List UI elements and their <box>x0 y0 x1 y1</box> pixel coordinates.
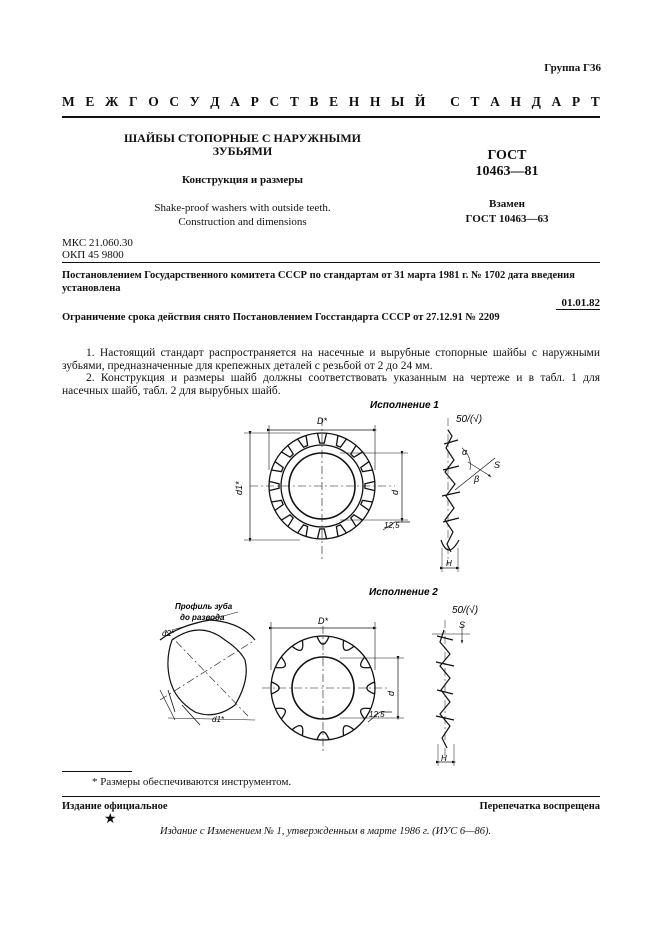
v1-D-label: D* <box>317 416 328 426</box>
washer-tooth <box>271 682 279 694</box>
washer-tooth <box>281 515 293 527</box>
banner-letter: С <box>169 94 180 109</box>
banner-letter: М <box>62 94 75 109</box>
english-title: Shake-proof washers with outside teeth. Construction and dimensions <box>154 202 331 228</box>
v2-S-label: S <box>459 620 466 630</box>
banner-letter: Г <box>129 94 138 109</box>
reprint-notice: Перепечатка воспрещена <box>479 801 600 812</box>
washer-tooth <box>351 515 363 527</box>
v1-H-label: H <box>446 559 452 568</box>
change-note: Издание с Изменением № 1, утвержденным в марте 1986 г. (ИУС 6—86). <box>160 826 492 837</box>
tooth-profile-label-1: Профиль зуба <box>175 602 233 611</box>
group-code: Группа Г36 <box>544 62 601 74</box>
v2-radius-label: 12,5 <box>369 710 385 719</box>
banner-letter: Т <box>289 94 299 109</box>
v1-S-label: S <box>494 460 501 470</box>
limitation-text: Ограничение срока действия снято Постановлением Госстандарта СССР от 27.12.91 № 2209 <box>62 312 500 323</box>
version-1-label: Исполнение 1 <box>370 400 439 411</box>
v1-beta-label: β <box>474 474 480 484</box>
v1-d-label: d <box>390 489 400 495</box>
effective-date: 01.01.82 <box>561 297 600 309</box>
v1-radius-label: 12,5 <box>384 521 400 530</box>
decree-text: Постановлением Государственного комитета СССР по стандартам от 31 марта 1981 г. № 1702 дата введения установлена <box>62 270 575 294</box>
banner-letter: А <box>490 94 500 109</box>
washer-tooth <box>281 445 293 457</box>
banner-letter: Т <box>590 94 600 109</box>
banner-letter: Ы <box>391 94 405 109</box>
banner-letter: О <box>148 94 159 109</box>
paragraph-1: 1. Настоящий стандарт распространяется на насечные и вырубные стопорные шайбы с наружными зубьями, предназначенные для крепежных деталей с резьбой от 2 до 24 мм. <box>62 347 600 372</box>
banner-letter: Т <box>470 94 480 109</box>
footer-rule <box>62 796 600 797</box>
banner-letter: Р <box>250 94 259 109</box>
tooth-profile-label-2: до развода <box>180 613 225 622</box>
v2-H-label: H <box>441 754 447 763</box>
tooth-profile-view <box>160 612 255 725</box>
banner-letter: Й <box>414 94 426 109</box>
banner-letter: Н <box>348 94 360 109</box>
banner-letter: С <box>450 94 460 109</box>
banner-letter: Р <box>571 94 581 109</box>
version-1-front-view <box>244 418 410 560</box>
version-1-side-view <box>441 418 495 572</box>
classification-codes: МКС 21.060.30 ОКП 45 9800 <box>62 237 133 261</box>
version-2-side-view <box>432 620 470 766</box>
banner-letter: Е <box>329 94 339 109</box>
footnote: * Размеры обеспечиваются инструментом. <box>92 776 292 788</box>
banner-letter: А <box>230 94 240 109</box>
document-subtitle: Конструкция и размеры <box>182 174 303 186</box>
document-title: ШАЙБЫ СТОПОРНЫЕ С НАРУЖНЫМИ ЗУБЬЯМИ <box>123 131 361 158</box>
star-icon: ★ <box>104 812 117 827</box>
v1-alpha-label: α <box>462 447 468 457</box>
banner-letter: Ж <box>105 94 119 109</box>
banner-letter: С <box>269 94 280 109</box>
banner-letter: Н <box>369 94 381 109</box>
v1-d1-label: d1* <box>234 481 244 495</box>
official-edition: Издание официальное <box>62 801 168 812</box>
banner-letter: Н <box>510 94 521 109</box>
banner-letter: А <box>551 94 562 109</box>
banner-letter: У <box>189 94 200 109</box>
washer-tooth <box>351 445 363 457</box>
tooth-d1-label: d1* <box>212 715 225 724</box>
footnote-rule <box>62 771 132 772</box>
version-2-front-view <box>262 622 404 752</box>
paragraph-2: 2. Конструкция и размеры шайб должны соответствовать указанным на чертеже и в табл. 1 для насечных шайб, табл. 2 для вырубных шайб. <box>62 372 600 397</box>
banner-letter: Д <box>210 94 220 109</box>
banner-letter: Е <box>85 94 95 109</box>
version-2-label: Исполнение 2 <box>369 587 438 598</box>
v1-roughness: 50/(√) <box>456 414 483 425</box>
v2-roughness: 50/(√) <box>452 605 479 616</box>
banner-letter: В <box>309 94 319 109</box>
tooth-d2-label: d2* <box>162 629 175 638</box>
v2-d-label: d <box>386 690 396 696</box>
v2-D-label: D* <box>318 616 329 626</box>
gost-number: ГОСТ 10463—81 <box>475 148 539 179</box>
replaces-block: Взамен ГОСТ 10463—63 <box>465 198 549 225</box>
banner-letter: Д <box>531 94 541 109</box>
